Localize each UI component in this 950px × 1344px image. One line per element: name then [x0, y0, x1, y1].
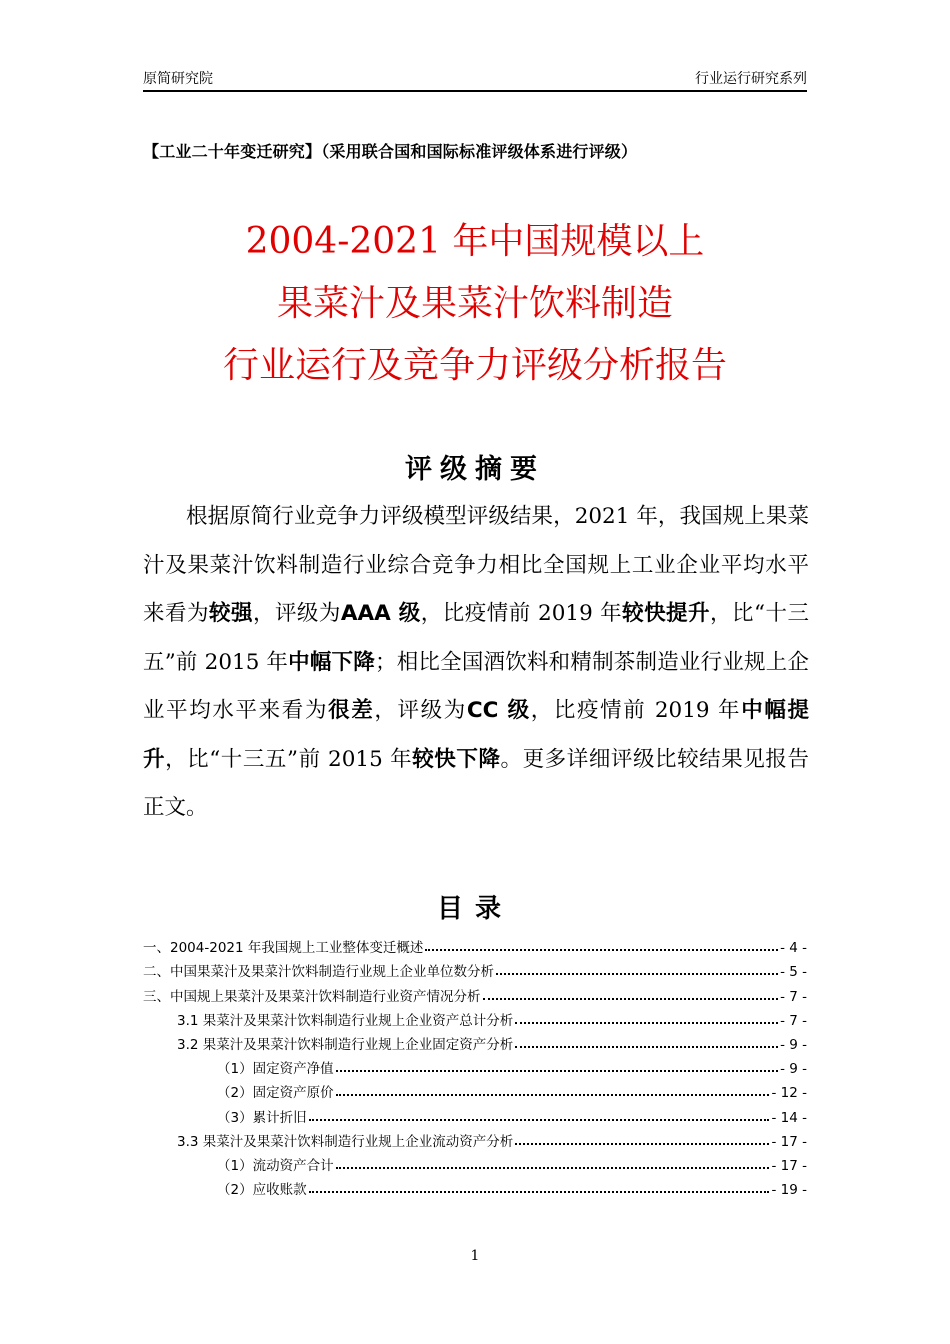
toc-entry-title: 3.2 果菜汁及果菜汁饮料制造行业规上企业固定资产分析: [177, 1036, 514, 1053]
toc-entry[interactable]: [143, 1029, 807, 1053]
toc-entry[interactable]: [143, 956, 807, 980]
toc-leader-dots: [336, 1069, 778, 1072]
toc-entry[interactable]: [143, 932, 807, 956]
toc-entry-page: - 14 -: [771, 1109, 807, 1126]
report-title-line-3: 行业运行及竞争力评级分析报告: [222, 345, 727, 386]
report-title-line-2: 果菜汁及果菜汁饮料制造: [276, 283, 673, 324]
summary-text: 根据原简行业竞争力评级模型评级结果，2021 年，我国规上果菜汁及果菜汁饮料制造行业综合竞争力相比全国规上工业企业平均水平来看为: [143, 504, 809, 626]
summary-text: ；相比全国酒饮料和精制茶制造业行业规上企业平均水平来看为: [143, 649, 809, 723]
summary-emphasis: 较强: [208, 601, 253, 626]
header-org-name: 原简研究院: [143, 71, 213, 87]
toc-entry-title: （2）应收账款: [217, 1182, 307, 1199]
summary-emphasis: 较快下降: [412, 746, 501, 772]
table-of-contents: [143, 932, 807, 1198]
series-subtitle: 【工业二十年变迁研究】（采用联合国和国际标准评级体系进行评级）: [143, 142, 638, 161]
toc-entry[interactable]: [143, 1053, 807, 1077]
toc-leader-dots: [425, 948, 778, 951]
summary-text: ，比“十三五”前 2015 年: [165, 746, 413, 772]
toc-entry[interactable]: [143, 1077, 807, 1101]
summary-emphasis: 中幅下降: [288, 649, 375, 675]
toc-entry[interactable]: [143, 1005, 807, 1029]
summary-emphasis: 很差: [328, 698, 375, 723]
toc-entry-title: 三、中国规上果菜汁及果菜汁饮料制造行业资产情况分析: [143, 988, 481, 1005]
toc-entry-title: 3.1 果菜汁及果菜汁饮料制造行业规上企业资产总计分析: [177, 1012, 514, 1029]
toc-entry-title: （2）固定资产原价: [217, 1085, 334, 1102]
summary-text: ，比疫情前 2019 年: [420, 601, 623, 626]
toc-leader-dots: [515, 1142, 769, 1145]
toc-leader-dots: [336, 1166, 770, 1169]
toc-heading: 目录: [436, 894, 513, 924]
summary-paragraph: [143, 493, 809, 833]
page-header: [143, 66, 807, 92]
toc-leader-dots: [309, 1118, 770, 1121]
toc-entry[interactable]: [143, 1150, 807, 1174]
toc-entry-title: （1）流动资产合计: [217, 1157, 334, 1174]
header-series-name: 行业运行研究系列: [695, 71, 807, 87]
report-title-line-1: 2004-2021 年中国规模以上: [245, 221, 705, 262]
toc-entry[interactable]: [143, 1126, 807, 1150]
summary-text: ，比“十三五”前 2015 年: [143, 601, 809, 675]
summary-text: ，评级为: [374, 698, 467, 723]
summary-text: ，评级为: [252, 601, 341, 626]
toc-entry-page: - 7 -: [780, 1012, 807, 1029]
toc-entry[interactable]: [143, 1174, 807, 1198]
summary-emphasis: CC 级: [466, 698, 531, 723]
toc-entry[interactable]: [143, 980, 807, 1004]
summary-emphasis: 较快提升: [622, 601, 711, 626]
toc-leader-dots: [496, 972, 778, 975]
toc-entry-page: - 19 -: [771, 1182, 807, 1199]
summary-text: 。更多详细评级比较结果见报告正文。: [143, 746, 809, 820]
toc-entry-page: - 7 -: [780, 988, 807, 1005]
toc-entry[interactable]: [143, 1101, 807, 1125]
toc-entry-title: 二、中国果菜汁及果菜汁饮料制造行业规上企业单位数分析: [143, 964, 494, 981]
toc-entry-page: - 5 -: [780, 964, 807, 981]
toc-entry-title: （3）累计折旧: [217, 1109, 307, 1126]
summary-emphasis: AAA 级: [340, 601, 421, 626]
page-number: 1: [470, 1248, 480, 1264]
toc-entry-title: 3.3 果菜汁及果菜汁饮料制造行业规上企业流动资产分析: [177, 1133, 514, 1150]
summary-heading: 评级摘要: [405, 454, 545, 485]
toc-entry-title: （1）固定资产净值: [217, 1061, 334, 1078]
toc-entry-page: - 17 -: [771, 1157, 807, 1174]
summary-text: ，比疫情前 2019 年: [530, 698, 742, 723]
toc-leader-dots: [309, 1190, 770, 1193]
toc-entry-page: - 9 -: [780, 1061, 807, 1078]
toc-leader-dots: [336, 1093, 770, 1096]
toc-leader-dots: [483, 997, 779, 1000]
toc-entry-title: 一、2004-2021 年我国规上工业整体变迁概述: [143, 940, 424, 957]
toc-entry-page: - 12 -: [771, 1085, 807, 1102]
toc-leader-dots: [515, 1045, 778, 1048]
toc-entry-page: - 4 -: [780, 940, 807, 957]
toc-leader-dots: [515, 1021, 778, 1024]
summary-emphasis: 中幅提升: [143, 698, 809, 772]
toc-entry-page: - 9 -: [780, 1036, 807, 1053]
toc-entry-page: - 17 -: [771, 1133, 807, 1150]
